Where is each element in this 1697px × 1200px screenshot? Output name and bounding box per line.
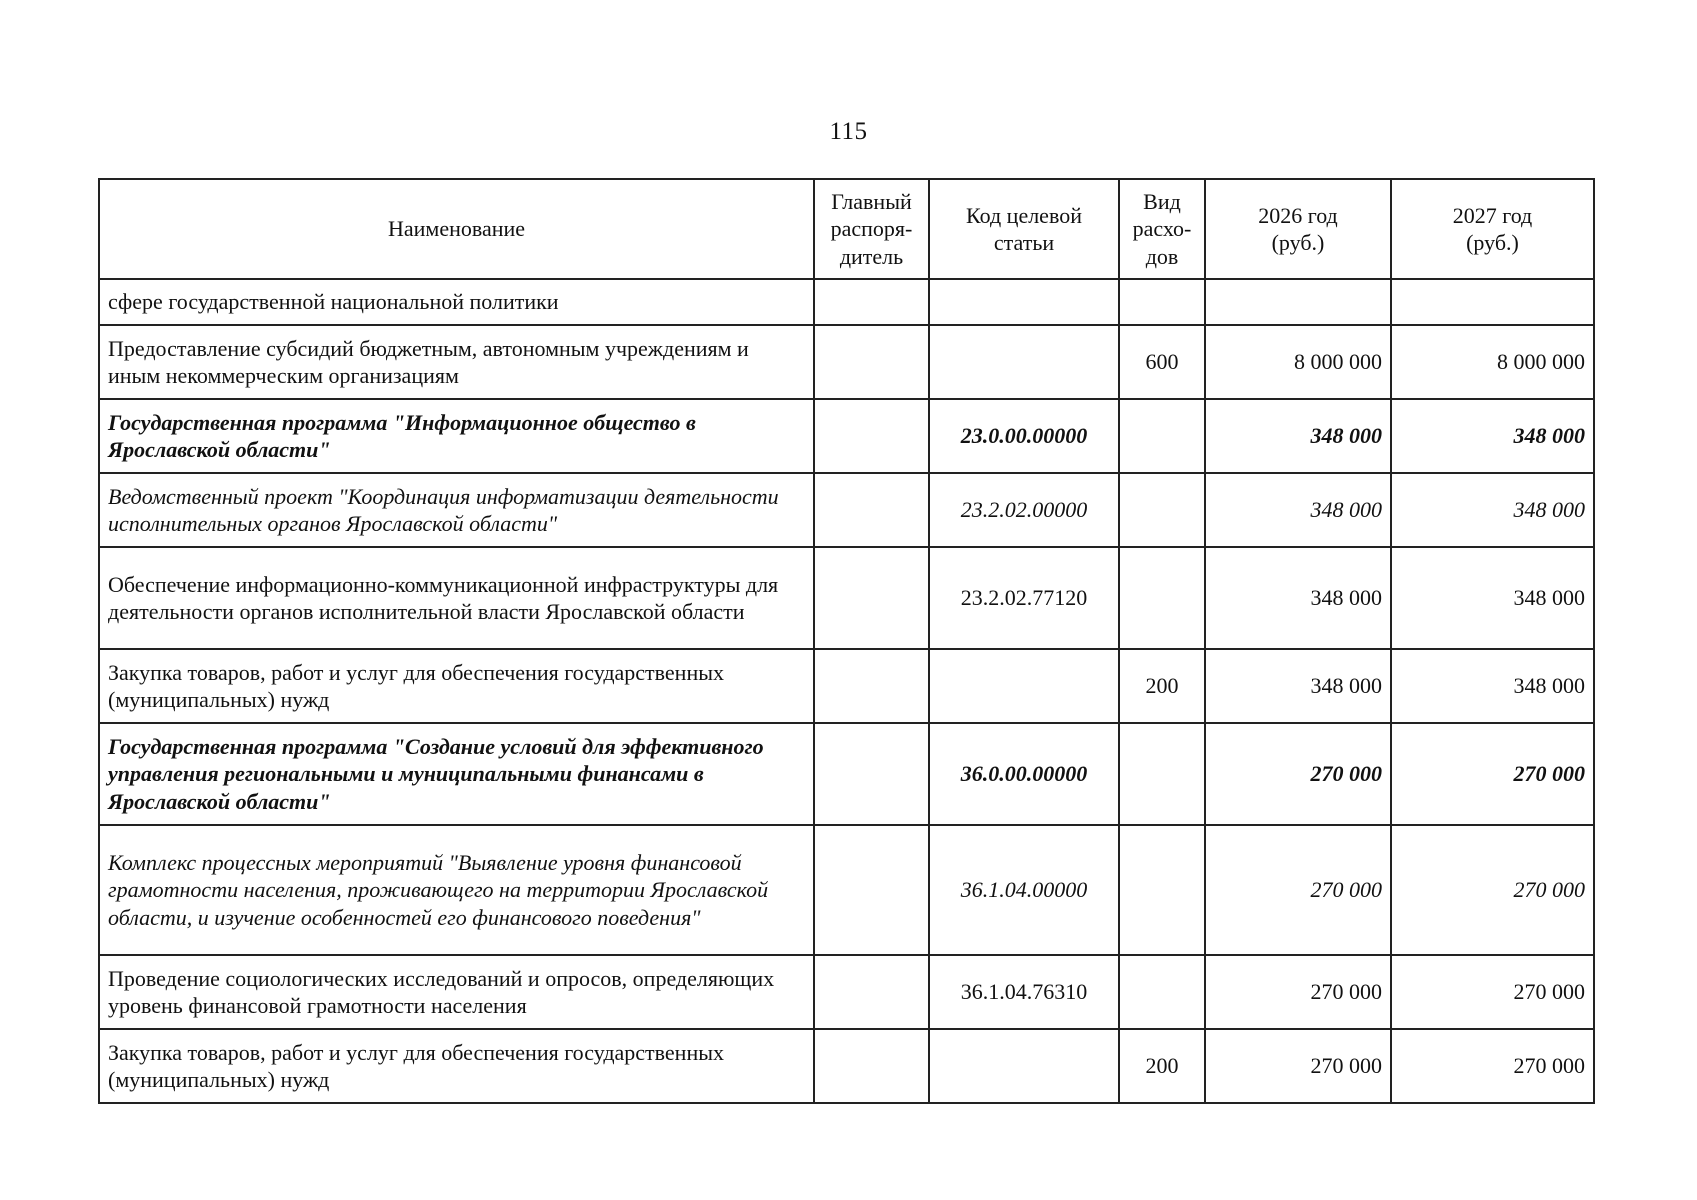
row-name: сфере государственной национальной политики [99,279,814,325]
row-code: 36.0.00.00000 [929,723,1119,825]
row-2026 [1205,279,1391,325]
row-2026: 270 000 [1205,723,1391,825]
row-manager [814,825,929,955]
row-name: Комплекс процессных мероприятий "Выявление уровня финансовой грамотности населения, проживающего на территории Ярославской области, и изучение особенностей его финансового поведения" [99,825,814,955]
row-2026: 270 000 [1205,955,1391,1029]
row-name: Закупка товаров, работ и услуг для обеспечения государственных (муниципальных) нужд [99,649,814,723]
row-manager [814,279,929,325]
row-manager [814,325,929,399]
row-2027 [1391,279,1594,325]
row-code: 23.2.02.00000 [929,473,1119,547]
row-2026: 270 000 [1205,1029,1391,1103]
row-2027: 270 000 [1391,825,1594,955]
header-2026: 2026 год (руб.) [1205,179,1391,279]
row-code: 36.1.04.76310 [929,955,1119,1029]
table-row [99,1029,1594,1103]
table-row [99,955,1594,1029]
table-row [99,649,1594,723]
row-manager [814,723,929,825]
row-name: Государственная программа "Создание условий для эффективного управления региональными и муниципальными финансами в Ярославской области" [99,723,814,825]
header-2027: 2027 год (руб.) [1391,179,1594,279]
row-manager [814,1029,929,1103]
header-code: Код целевой статьи [929,179,1119,279]
row-manager [814,955,929,1029]
row-manager [814,473,929,547]
row-kind [1119,399,1205,473]
row-code: 23.0.00.00000 [929,399,1119,473]
header-manager: Главный распоря- дитель [814,179,929,279]
row-code [929,325,1119,399]
table-row [99,325,1594,399]
row-2027: 348 000 [1391,649,1594,723]
table-row [99,399,1594,473]
row-2027: 348 000 [1391,473,1594,547]
row-kind: 200 [1119,1029,1205,1103]
table-row [99,279,1594,325]
row-2027: 348 000 [1391,399,1594,473]
row-name: Обеспечение информационно-коммуникационной инфраструктуры для деятельности органов исполнительной власти Ярославской области [99,547,814,649]
row-2027: 348 000 [1391,547,1594,649]
row-code: 36.1.04.00000 [929,825,1119,955]
row-kind [1119,547,1205,649]
row-manager [814,547,929,649]
table-row [99,825,1594,955]
row-2026: 270 000 [1205,825,1391,955]
row-kind: 600 [1119,325,1205,399]
row-2027: 270 000 [1391,723,1594,825]
budget-table [98,178,1595,1104]
row-name: Ведомственный проект "Координация информатизации деятельности исполнительных органов Ярославской области" [99,473,814,547]
row-2026: 348 000 [1205,547,1391,649]
row-manager [814,399,929,473]
table-row [99,547,1594,649]
page-number: 115 [829,118,868,145]
row-name: Проведение социологических исследований и опросов, определяющих уровень финансовой грамотности населения [99,955,814,1029]
row-name: Закупка товаров, работ и услуг для обеспечения государственных (муниципальных) нужд [99,1029,814,1103]
table-header-row [99,179,1594,279]
row-kind [1119,825,1205,955]
row-name: Государственная программа "Информационное общество в Ярославской области" [99,399,814,473]
table-row [99,723,1594,825]
row-2026: 8 000 000 [1205,325,1391,399]
row-code [929,649,1119,723]
row-kind [1119,473,1205,547]
row-manager [814,649,929,723]
header-kind: Вид расхо- дов [1119,179,1205,279]
row-2027: 8 000 000 [1391,325,1594,399]
row-2027: 270 000 [1391,1029,1594,1103]
row-2026: 348 000 [1205,473,1391,547]
row-2027: 270 000 [1391,955,1594,1029]
row-kind: 200 [1119,649,1205,723]
row-kind [1119,723,1205,825]
row-code: 23.2.02.77120 [929,547,1119,649]
row-kind [1119,279,1205,325]
row-code [929,1029,1119,1103]
header-name: Наименование [99,179,814,279]
row-kind [1119,955,1205,1029]
row-code [929,279,1119,325]
row-2026: 348 000 [1205,649,1391,723]
row-name: Предоставление субсидий бюджетным, автономным учреждениям и иным некоммерческим организациям [99,325,814,399]
table-row [99,473,1594,547]
row-2026: 348 000 [1205,399,1391,473]
